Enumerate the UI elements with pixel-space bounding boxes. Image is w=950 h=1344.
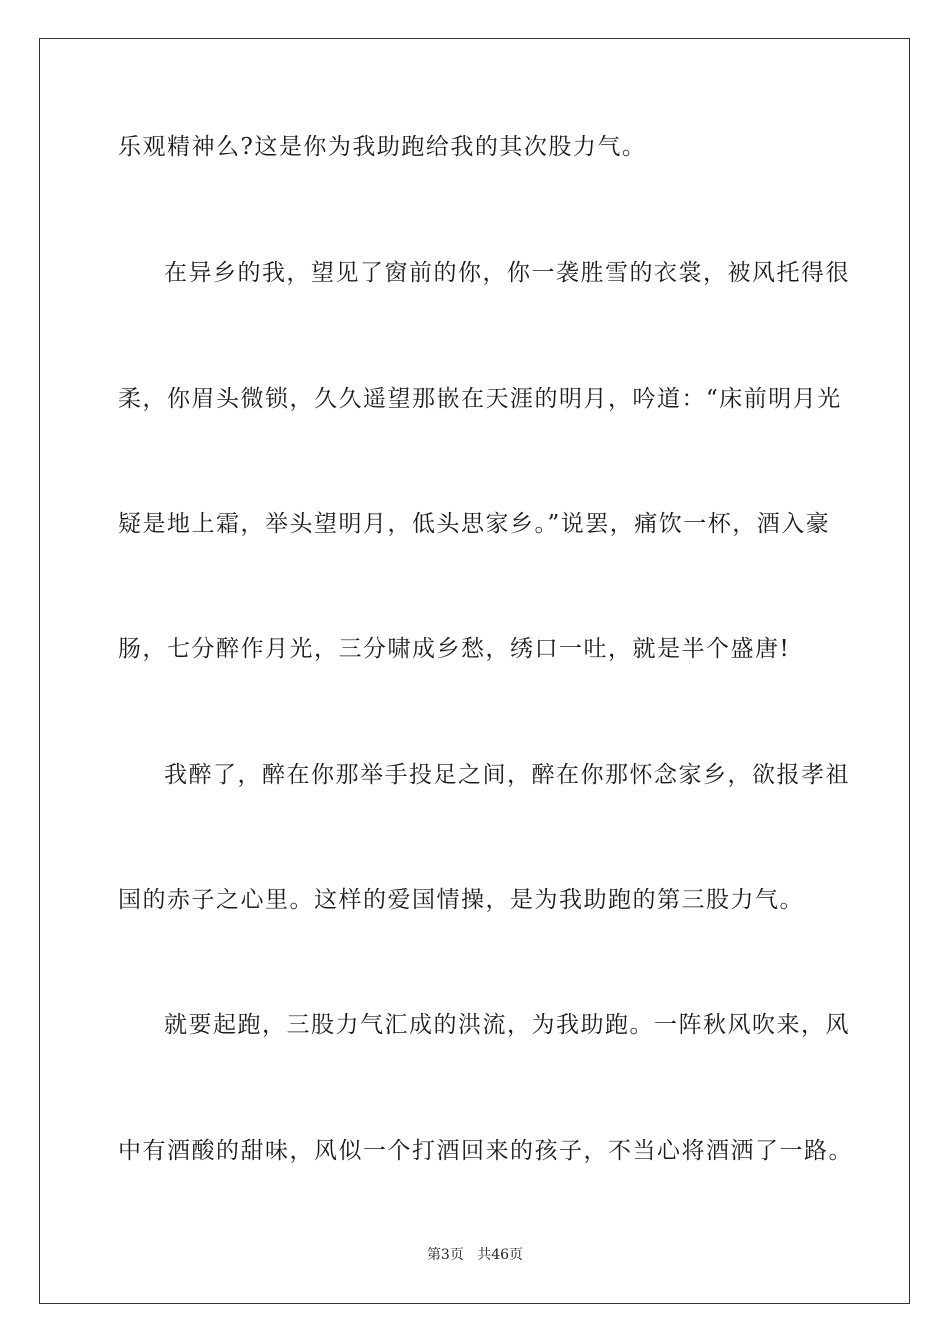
page-total: 共46页 (477, 1247, 524, 1263)
page-footer (0, 1246, 950, 1264)
text-line-7: 国的赤子之心里。这样的爱国情操，是为我助跑的第三股力气。 (118, 887, 804, 913)
text-line-1: 乐观精神么?这是你为我助跑给我的其次股力气。 (118, 134, 647, 160)
text-line-5: 肠，七分醉作月光，三分啸成乡愁，绣口一吐，就是半个盛唐! (118, 636, 791, 662)
page-number: 第3页 (426, 1247, 464, 1263)
text-line-3: 柔，你眉头微锁，久久遥望那嵌在天涯的明月，吟道：“床前明月光 (118, 386, 842, 412)
text-line-2: 在异乡的我，望见了窗前的你，你一袭胜雪的衣裳，被风托得很 (164, 260, 850, 286)
page-border (39, 38, 910, 1304)
text-line-8: 就要起跑，三股力气汇成的洪流，为我助跑。一阵秋风吹来，风 (164, 1012, 850, 1038)
text-line-9: 中有酒酸的甜味，风似一个打酒回来的孩子，不当心将酒洒了一路。 (118, 1138, 853, 1164)
text-line-4: 疑是地上霜，举头望明月，低头思家乡。”说罢，痛饮一杯，酒入豪 (118, 511, 831, 537)
text-line-6: 我醉了，醉在你那举手投足之间，醉在你那怀念家乡，欲报孝祖 (164, 762, 850, 788)
